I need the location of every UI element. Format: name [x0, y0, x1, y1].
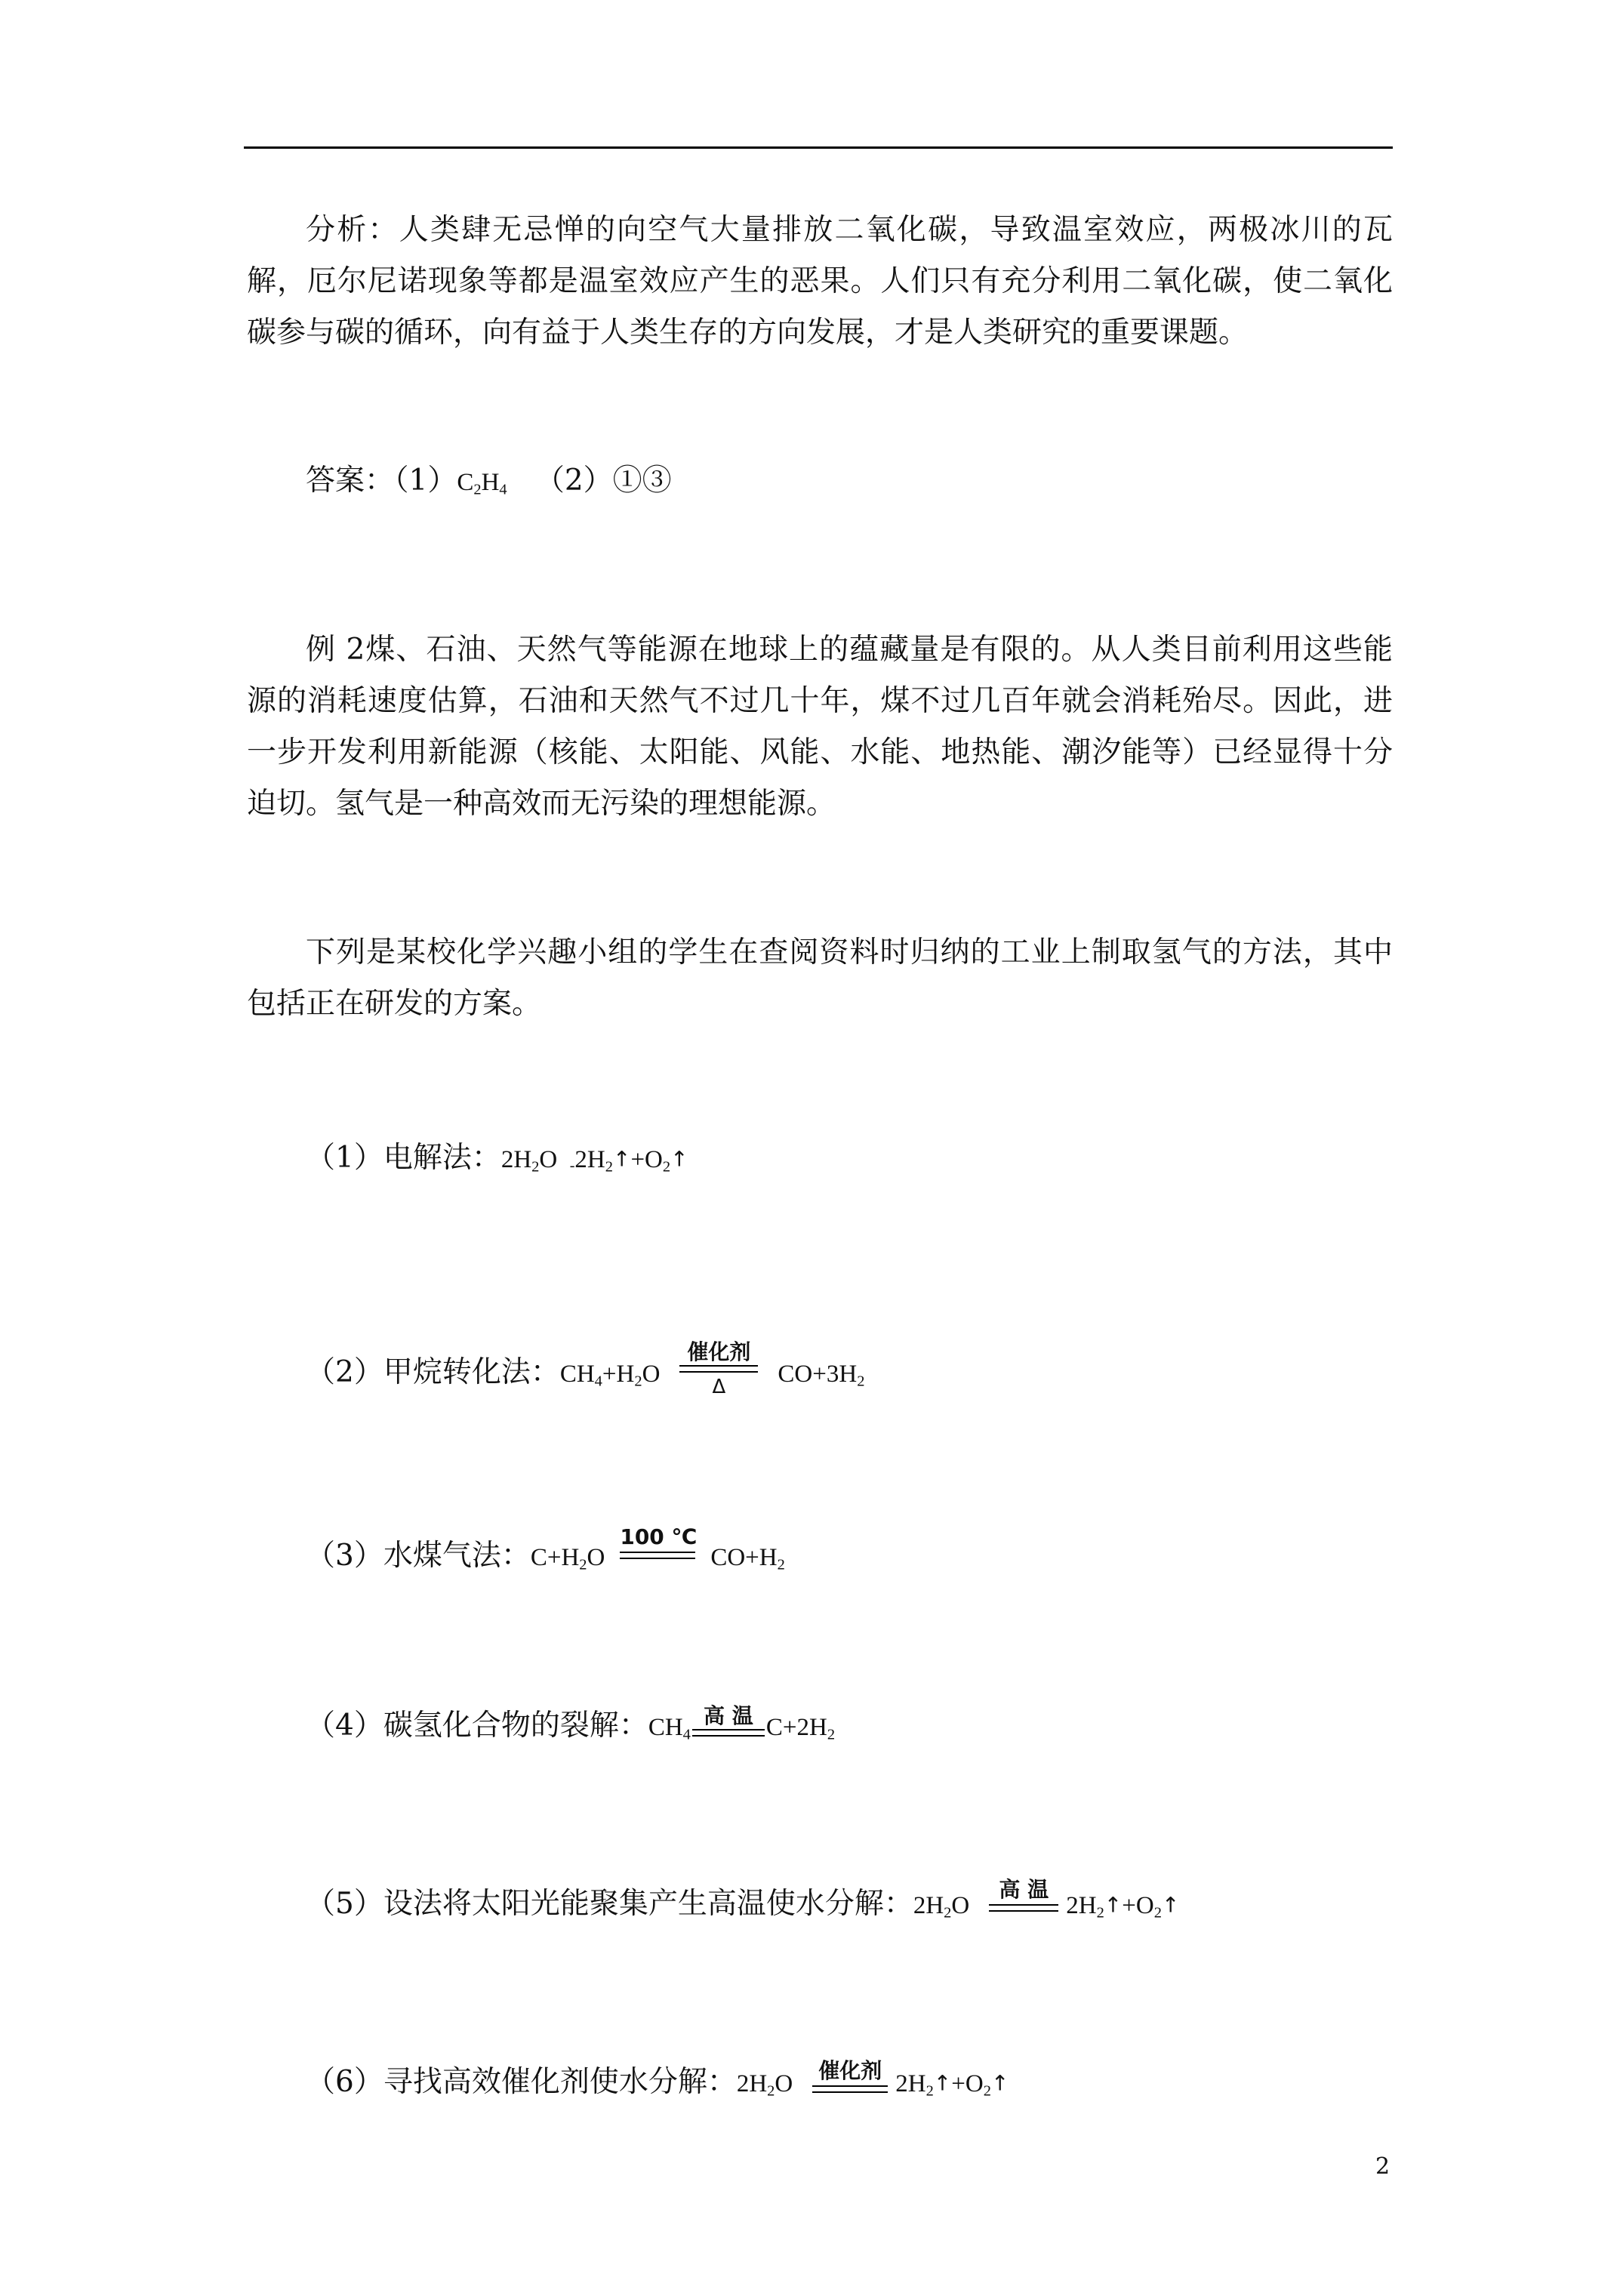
equation-4: $CH_4$ 高 温 $C+2H_2$: [648, 1714, 835, 1741]
analysis-paragraph: 分析：人类肆无忌惮的向空气大量排放二氧化碳，导致温室效应，两极冰川的瓦解，厄尔尼诺现象等都是温室效应产生的恶果。人们只有充分利用二氧化碳，使二氧化碳参与碳的循环，向有益于人类生存的方向发展，才是人类研究的重要课题。: [247, 213, 1393, 350]
reaction-condition-6: 催化剂: [812, 2070, 888, 2113]
method-1: （1）电解法：$2H_2O$ $-2H_2↑+O_2↑$: [306, 1141, 688, 1176]
method-6: （6）寻找高效催化剂使水分解：$2H_2O$ 催化剂 $2H_2↑+O_2↑$: [306, 2061, 1009, 2113]
answer-line: 答案：$(1)C_2H_4$ （2）①③: [306, 464, 672, 498]
equation-3: $C+H_2O$ 100 ℃ $CO+H_2$: [531, 1544, 785, 1571]
page-number: 2: [1375, 2153, 1390, 2180]
equation-1: $2H_2O$ $-2H_2↑+O_2↑$: [500, 1146, 688, 1176]
reaction-condition-2: 催化剂 Δ: [679, 1361, 758, 1403]
method-3: （3）水煤气法：$C+H_2O$ 100 ℃ $CO+H_2$: [306, 1535, 785, 1586]
header-rule: [244, 146, 1393, 149]
method-4: （4）碳氢化合物的裂解：$CH_4$ 高 温 $C+2H_2$: [306, 1705, 835, 1756]
method-2: （2）甲烷转化法：$CH_4+H_2O$ 催化剂 Δ $CO+3H_2$: [306, 1351, 864, 1403]
reaction-condition-4: 高 温: [692, 1714, 765, 1756]
equation-6: $2H_2O$ 催化剂 $2H_2↑+O_2↑$: [737, 2070, 1009, 2097]
equation-5: $2H_2O$ 高 温 $2H_2↑+O_2↑$: [913, 1892, 1180, 1919]
intro-paragraph: 下列是某校化学兴趣小组的学生在查阅资料时归纳的工业上制取氢气的方法，其中包括正在研发的方案。: [247, 935, 1393, 1021]
example-2-paragraph: 例 2煤、石油、天然气等能源在地球上的蕴藏量是有限的。从人类目前利用这些能源的消耗速度估算，石油和天然气不过几十年，煤不过几百年就会消耗殆尽。因此，进一步开发利用新能源（核能、太阳能、风能、水能、地热能、潮汐能等）已经显得十分迫切。氢气是一种高效而无污染的理想能源。: [247, 633, 1393, 821]
formula-c2h4: $C_2H_4$: [457, 469, 507, 498]
reaction-condition-3: 100 ℃: [620, 1544, 695, 1586]
reaction-condition-5: 高 温: [989, 1892, 1058, 1934]
equation-2: $CH_4+H_2O$ 催化剂 Δ $CO+3H_2$: [560, 1361, 865, 1388]
method-5: （5）设法将太阳光能聚集产生高温使水分解：$2H_2O$ 高 温 $2H_2↑+O_2↑$: [306, 1883, 1179, 1934]
